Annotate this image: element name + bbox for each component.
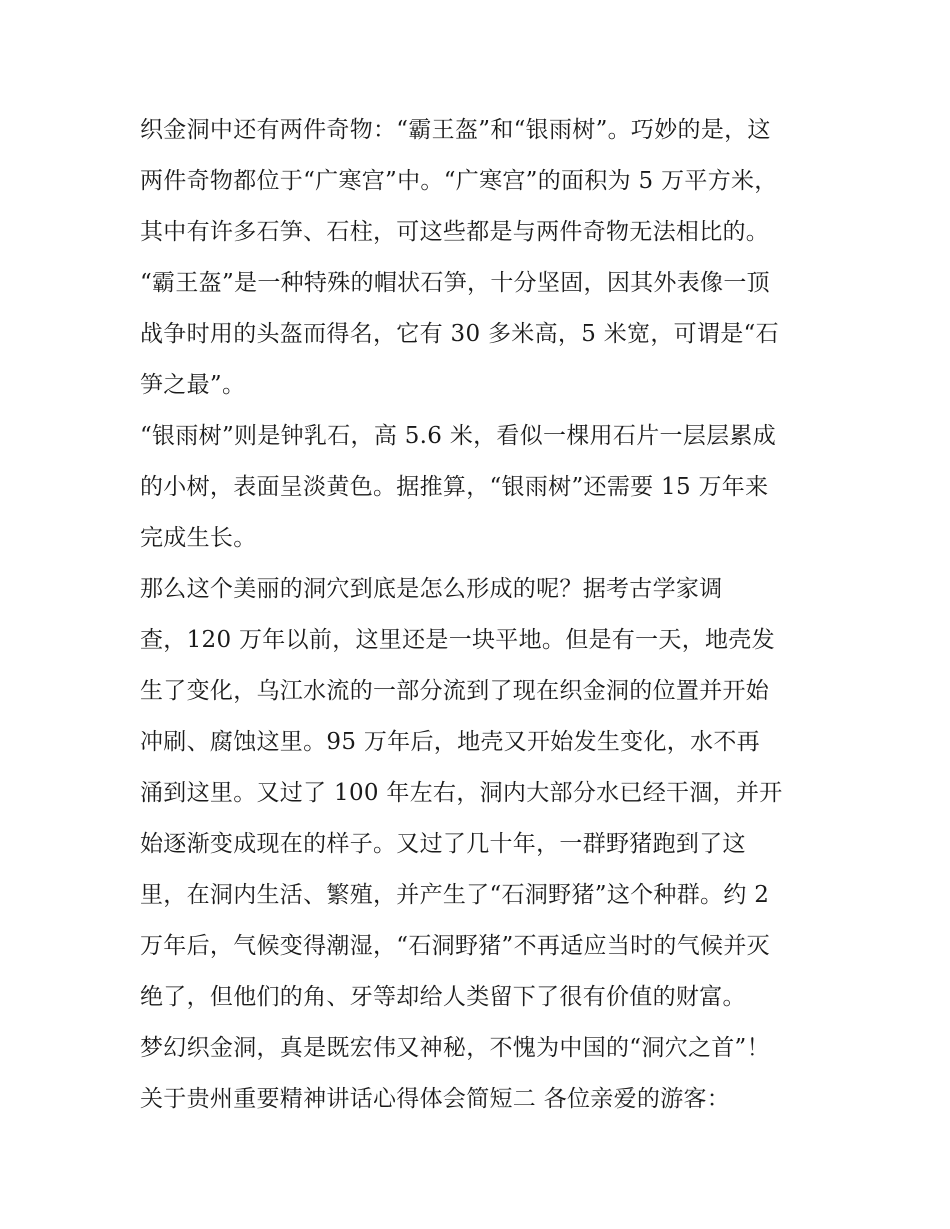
text-line: 绝了，但他们的角、牙等却给人类留下了很有价值的财富。 — [140, 984, 746, 1010]
text-line: 生了变化，乌江水流的一部分流到了现在织金洞的位置并开始 — [140, 678, 770, 704]
text-line: 梦幻织金洞，真是既宏伟又神秘，不愧为中国的“洞穴之首”！ — [140, 1035, 770, 1061]
text-line: “霸王盔”是一种特殊的帽状石笋，十分坚固，因其外表像一顶 — [140, 270, 770, 296]
text-line: 关于贵州重要精神讲话心得体会简短二 各位亲爱的游客： — [140, 1086, 731, 1112]
text-line: “银雨树”则是钟乳石，高 5.6 米，看似一棵用石片一层层累成 — [140, 423, 777, 449]
text-line: 战争时用的头盔而得名，它有 30 多米高，5 米宽，可谓是“石 — [140, 321, 779, 347]
text-line: 查，120 万年以前，这里还是一块平地。但是有一天，地壳发 — [140, 627, 775, 653]
text-line: 万年后，气候变得潮湿，“石洞野猪”不再适应当时的气候并灭 — [140, 933, 770, 959]
text-line: 涌到这里。又过了 100 年左右，洞内大部分水已经干涸，并开 — [140, 780, 783, 806]
text-line: 其中有许多石笋、石柱，可这些都是与两件奇物无法相比的。 — [140, 219, 770, 245]
document-body — [140, 105, 815, 1125]
text-line: 两件奇物都位于“广寒宫”中。“广寒宫”的面积为 5 万平方米， — [140, 168, 778, 194]
text-line: 笋之最”。 — [140, 372, 246, 398]
text-line: 始逐渐变成现在的样子。又过了几十年，一群野猪跑到了这 — [140, 831, 746, 857]
text-line: 冲刷、腐蚀这里。95 万年后，地壳又开始发生变化，水不再 — [140, 729, 760, 755]
text-line: 里，在洞内生活、繁殖，并产生了“石洞野猪”这个种群。约 2 — [140, 882, 770, 908]
text-line: 的小树，表面呈淡黄色。据推算，“银雨树”还需要 15 万年来 — [140, 474, 769, 500]
text-line: 完成生长。 — [140, 525, 257, 551]
text-line: 那么这个美丽的洞穴到底是怎么形成的呢？据考古学家调 — [140, 576, 723, 602]
text-line: 织金洞中还有两件奇物：“霸王盔”和“银雨树”。巧妙的是，这 — [140, 117, 771, 143]
